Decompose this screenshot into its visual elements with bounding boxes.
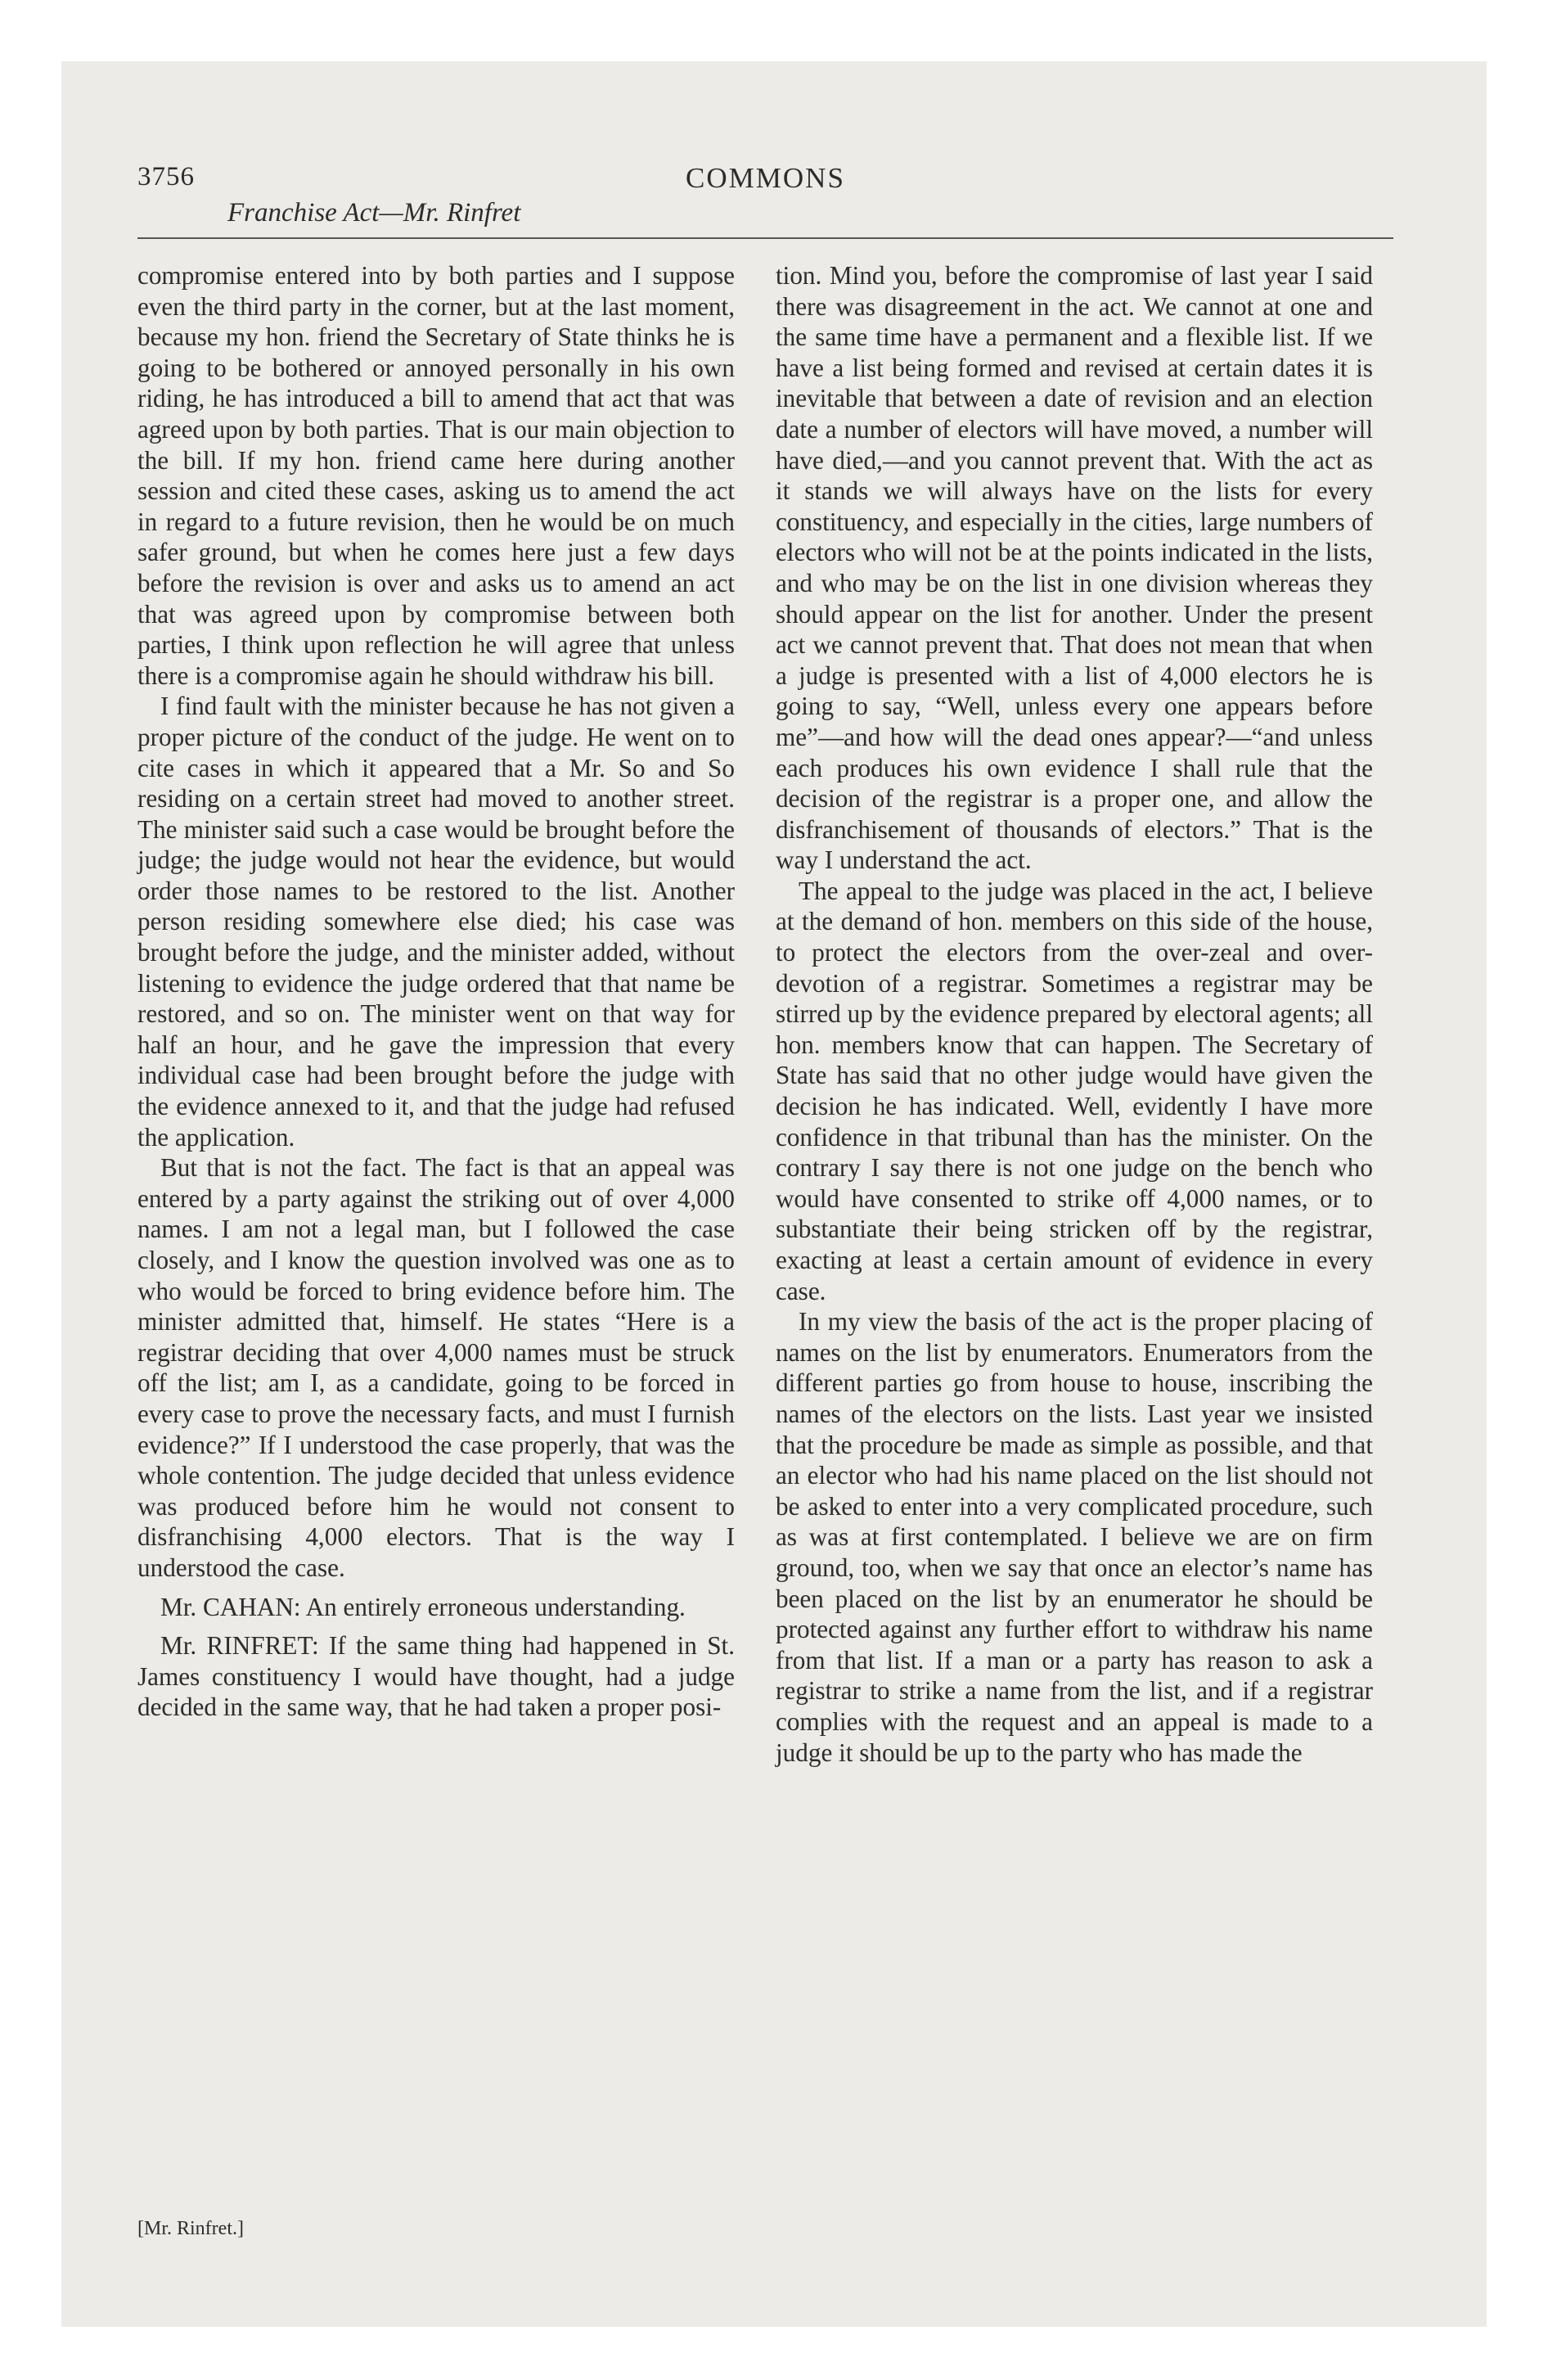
left-column: [137, 260, 735, 1723]
paragraph: compromise entered into by both parties and I suppose even the third party in the corner, but at the last moment, because my hon. friend the Secretary of State thinks he is going to be bothered or annoyed personally in his own riding, he has introduced a bill to amend that act that was agreed upon by both parties. That is our main objection to the bill. If my hon. friend came here during another session and cited these cases, asking us to amend the act in regard to a future revision, then he would be on much safer ground, but when he comes here just a few days before the revision is over and asks us to amend an act that was agreed upon by compromise between both parties, I think upon reflection he will agree that unless there is a compromise again he should withdraw his bill.: [137, 261, 735, 690]
right-column: [776, 260, 1373, 1768]
page-header: [137, 156, 1393, 237]
paragraph: tion. Mind you, before the compromise of last year I said there was disagreement in the act. We cannot at one and the same time have a permanent and a flexible list. If we have a list being formed and revised at certain dates it is inevitable that between a date of revision and an election date a number of electors will have moved, a number will have died,—and you cannot prevent that. With the act as it stands we will always have on the lists for every constituency, and especially in the cities, large numbers of electors who will not be at the points indicated in the lists, and who may be on the list in one division whereas they should appear on the list for another. Under the present act we cannot prevent that. That does not mean that when a judge is presented with a list of 4,000 electors he is going to say, “Well, unless every one appears before me”—and how will the dead ones appear?—“and unless each produces his own evidence I shall rule that the decision of the registrar is a proper one, and allow the disfranchisement of thousands of electors.” That is the way I understand the act.: [776, 261, 1373, 875]
header-rule: [137, 237, 1393, 239]
running-title: COMMONS: [686, 162, 845, 194]
paragraph: The appeal to the judge was placed in the act, I believe at the demand of hon. members on this side of the house, to protect the electors from the over-zeal and over-devotion of a registrar. Sometimes a registrar may be stirred up by the evidence prepared by electoral agents; all hon. members know that can happen. The Secretary of State has said that no other judge would have given the decision he has indicated. Well, evidently I have more confidence in that tribunal than has the minister. On the contrary I say there is not one judge on the bench who would have consented to strike off 4,000 names, or to substantiate their being stricken off by the registrar, exacting at least a certain amount of evidence in every case.: [776, 876, 1373, 1305]
paragraph: In my view the basis of the act is the proper placing of names on the list by enumerators. Enumerators from the different parties go from house to house, inscribing the names of the electors on the lists. Last year we insisted that the procedure be made as simple as possible, and that an elector who had his name placed on the list should not be asked to enter into a very complicated procedure, such as was at first contemplated. I believe we are on firm ground, too, when we say that once an elector’s name has been placed on the list by an enumerator he should be protected against any further effort to withdraw his name from that list. If a man or a party has reason to ask a registrar to strike a name from the list, and if a registrar complies with the request and an appeal is made to a judge it should be up to the party who has made the: [776, 1307, 1373, 1767]
hansard-page: [137, 156, 1393, 2243]
speaker-paragraph: Mr. CAHAN: An entirely erroneous understanding.: [160, 1592, 686, 1621]
paragraph: But that is not the fact. The fact is that an appeal was entered by a party against the striking out of over 4,000 names. I am not a legal man, but I followed the case closely, and I know the question involved was one as to who would be forced to bring evidence before him. The minister admitted that, himself. He states “Here is a registrar deciding that over 4,000 names must be struck off the list; am I, as a candidate, going to be forced in every case to prove the necessary facts, and must I furnish evidence?” If I understood the case properly, that was the whole contention. The judge decided that unless evidence was produced before him he would not consent to disfranchising 4,000 electors. That is the way I understood the case.: [137, 1153, 735, 1582]
speaker-paragraph: Mr. RINFRET: If the same thing had happened in St. James constituency I would have thought, had a judge decided in the same way, that he had taken a proper posi-: [137, 1631, 735, 1722]
paragraph: I find fault with the minister because he has not given a proper picture of the conduct of the judge. He went on to cite cases in which it appeared that a Mr. So and So residing on a certain street had moved to another street. The minister said such a case would be brought before the judge; the judge would not hear the evidence, but would order those names to be restored to the list. Another person residing somewhere else died; his case was brought before the judge, and the minister added, without listening to evidence the judge ordered that that name be restored, and so on. The minister went on that way for half an hour, and he gave the impression that every individual case had been brought before the judge with the evidence annexed to it, and that the judge had refused the application.: [137, 692, 735, 1152]
page-subtitle: Franchise Act—Mr. Rinfret: [227, 198, 521, 228]
page-number: 3756: [137, 162, 195, 192]
speaker-footer-tag: [Mr. Rinfret.]: [137, 2218, 244, 2239]
